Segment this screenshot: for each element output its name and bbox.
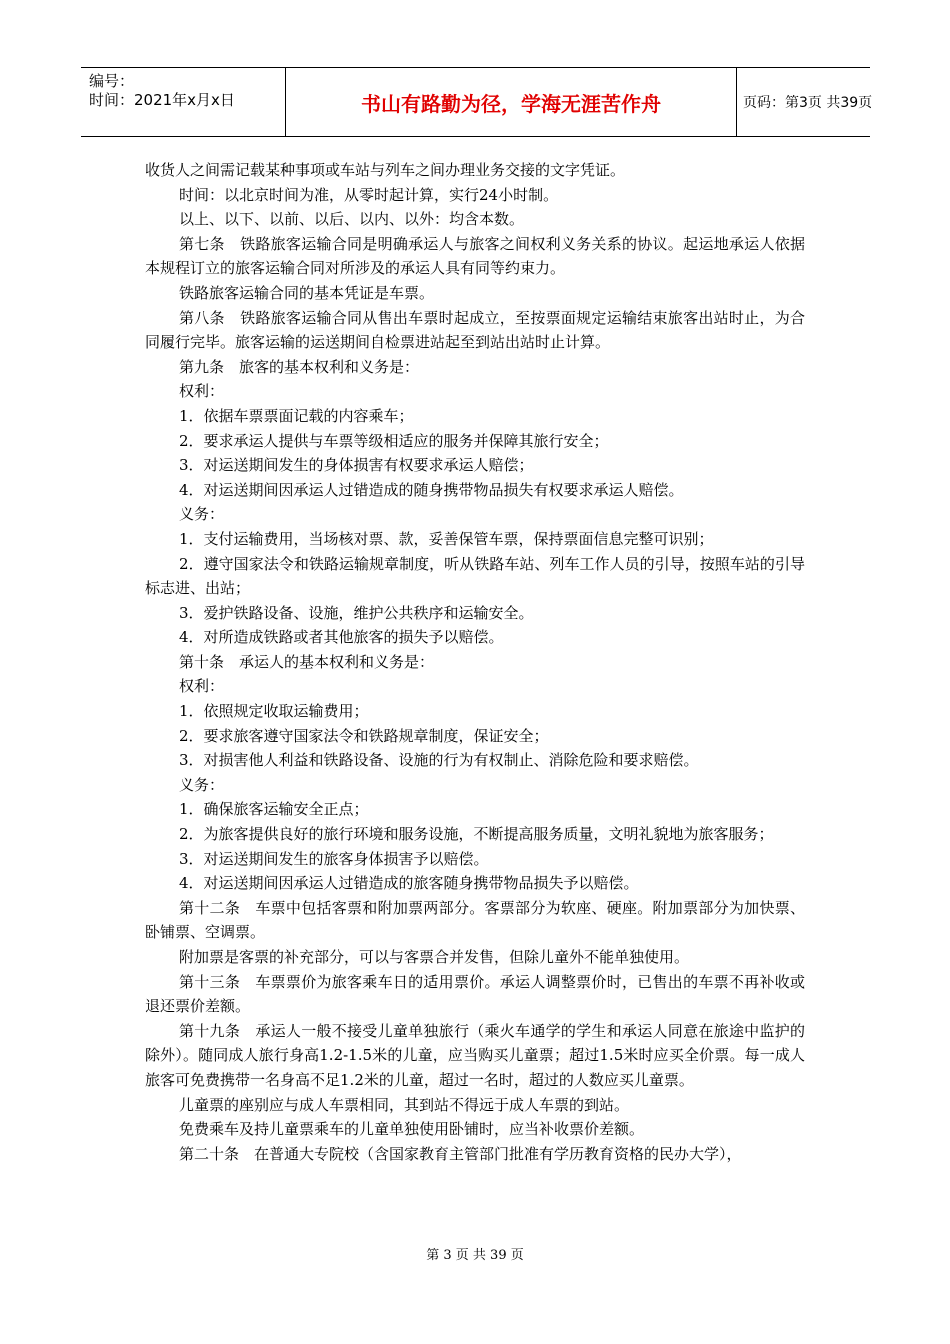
body-paragraph: 4．对运送期间因承运人过错造成的随身携带物品损失有权要求承运人赔偿。 xyxy=(179,480,684,499)
header-motto-cell xyxy=(286,68,737,136)
body-paragraph: 第十条 承运人的基本权利和义务是： xyxy=(179,652,435,671)
body-paragraph: 第十二条 车票中包括客票和附加票两部分。客票部分为软座、硬座。附加票部分为加快票、卧铺票、空调票。 xyxy=(145,898,805,942)
body-paragraph: 第九条 旅客的基本权利和义务是： xyxy=(179,357,420,376)
body-paragraph: 时间：以北京时间为准，从零时起计算，实行24小时制。 xyxy=(179,185,559,204)
body-paragraph: 4．对运送期间因承运人过错造成的旅客随身携带物品损失予以赔偿。 xyxy=(179,874,639,893)
body-paragraph: 1．依照规定收取运输费用； xyxy=(179,702,369,721)
body-paragraph: 第七条 铁路旅客运输合同是明确承运人与旅客之间权利义务关系的协议。起运地承运人依据本规程订立的旅客运输合同对所涉及的承运人具有同等约束力。 xyxy=(145,234,805,278)
document-number-label: 编号： xyxy=(89,72,135,90)
body-paragraph: 收货人之间需记载某种事项或车站与列车之间办理业务交接的文字凭证。 xyxy=(145,161,626,179)
body-paragraph: 3．对运送期间发生的旅客身体损害予以赔偿。 xyxy=(179,849,489,868)
header-page-code: 页码：第3页 共39页 xyxy=(743,95,873,111)
body-paragraph: 权利： xyxy=(179,382,225,401)
body-paragraph: 权利： xyxy=(179,677,225,696)
body-paragraph: 儿童票的座别应与成人车票相同，其到站不得远于成人车票的到站。 xyxy=(179,1095,630,1114)
body-paragraph: 1．依据车票票面记载的内容乘车； xyxy=(179,406,414,425)
body-paragraph: 第十九条 承运人一般不接受儿童单独旅行（乘火车通学的学生和承运人同意在旅途中监护的除外）。随同成人旅行身高1.2-1.5米的儿童，应当购买儿童票；超过1.5米时应买全价票。每一成人旅客可免费携带一名身高不足1.2米的儿童，超过一名时，超过的人数应买儿童票。 xyxy=(145,1021,805,1089)
body-paragraph: 3．对运送期间发生的身体损害有权要求承运人赔偿； xyxy=(179,456,534,475)
page-footer: 第 3 页 共 39 页 xyxy=(426,1248,524,1263)
body-paragraph: 以上、以下、以前、以后、以内、以外：均含本数。 xyxy=(179,210,525,229)
document-time-label: 时间：2021年x月x日 xyxy=(89,91,235,109)
header-motto: 书山有路勤为径，学海无涯苦作舟 xyxy=(361,92,661,116)
body-paragraph: 免费乘车及持儿童票乘车的儿童单独使用卧铺时，应当补收票价差额。 xyxy=(179,1120,645,1139)
body-paragraph: 4．对所造成铁路或者其他旅客的损失予以赔偿。 xyxy=(179,628,504,647)
body-paragraph: 3．爱护铁路设备、设施，维护公共秩序和运输安全。 xyxy=(179,603,534,622)
body-paragraph: 2．为旅客提供良好的旅行环境和服务设施，不断提高服务质量，文明礼貌地为旅客服务； xyxy=(179,825,774,844)
body-paragraph: 2．要求旅客遵守国家法令和铁路规章制度，保证安全； xyxy=(179,726,549,745)
document-header xyxy=(81,67,873,137)
body-paragraph: 第十三条 车票票价为旅客乘车日的适用票价。承运人调整票价时，已售出的车票不再补收或退还票价差额。 xyxy=(145,972,805,1016)
body-paragraph: 第二十条 在普通大专院校（含国家教育主管部门批准有学历教育资格的民办大学）， xyxy=(179,1144,742,1163)
body-paragraph: 1．支付运输费用，当场核对票、款，妥善保管车票，保持票面信息完整可识别； xyxy=(179,529,714,548)
body-paragraph: 2．要求承运人提供与车票等级相适应的服务并保障其旅行安全； xyxy=(179,431,609,450)
body-paragraph: 附加票是客票的补充部分，可以与客票合并发售，但除儿童外不能单独使用。 xyxy=(179,948,690,966)
header-page-cell xyxy=(737,68,873,136)
document-body xyxy=(145,158,805,1166)
body-paragraph: 2．遵守国家法令和铁路运输规章制度，听从铁路车站、列车工作人员的引导，按照车站的引导标志进、出站； xyxy=(145,554,805,598)
body-paragraph: 义务： xyxy=(179,505,225,524)
body-paragraph: 3．对损害他人利益和铁路设备、设施的行为有权制止、消除危险和要求赔偿。 xyxy=(179,751,699,770)
body-paragraph: 义务： xyxy=(179,775,225,794)
body-paragraph: 铁路旅客运输合同的基本凭证是车票。 xyxy=(179,283,435,302)
header-info-cell xyxy=(81,68,286,136)
body-paragraph: 1．确保旅客运输安全正点； xyxy=(179,800,369,819)
body-paragraph: 第八条 铁路旅客运输合同从售出车票时起成立，至按票面规定运输结束旅客出站时止，为合同履行完毕。旅客运输的运送期间自检票进站起至到站出站时止计算。 xyxy=(145,308,805,352)
